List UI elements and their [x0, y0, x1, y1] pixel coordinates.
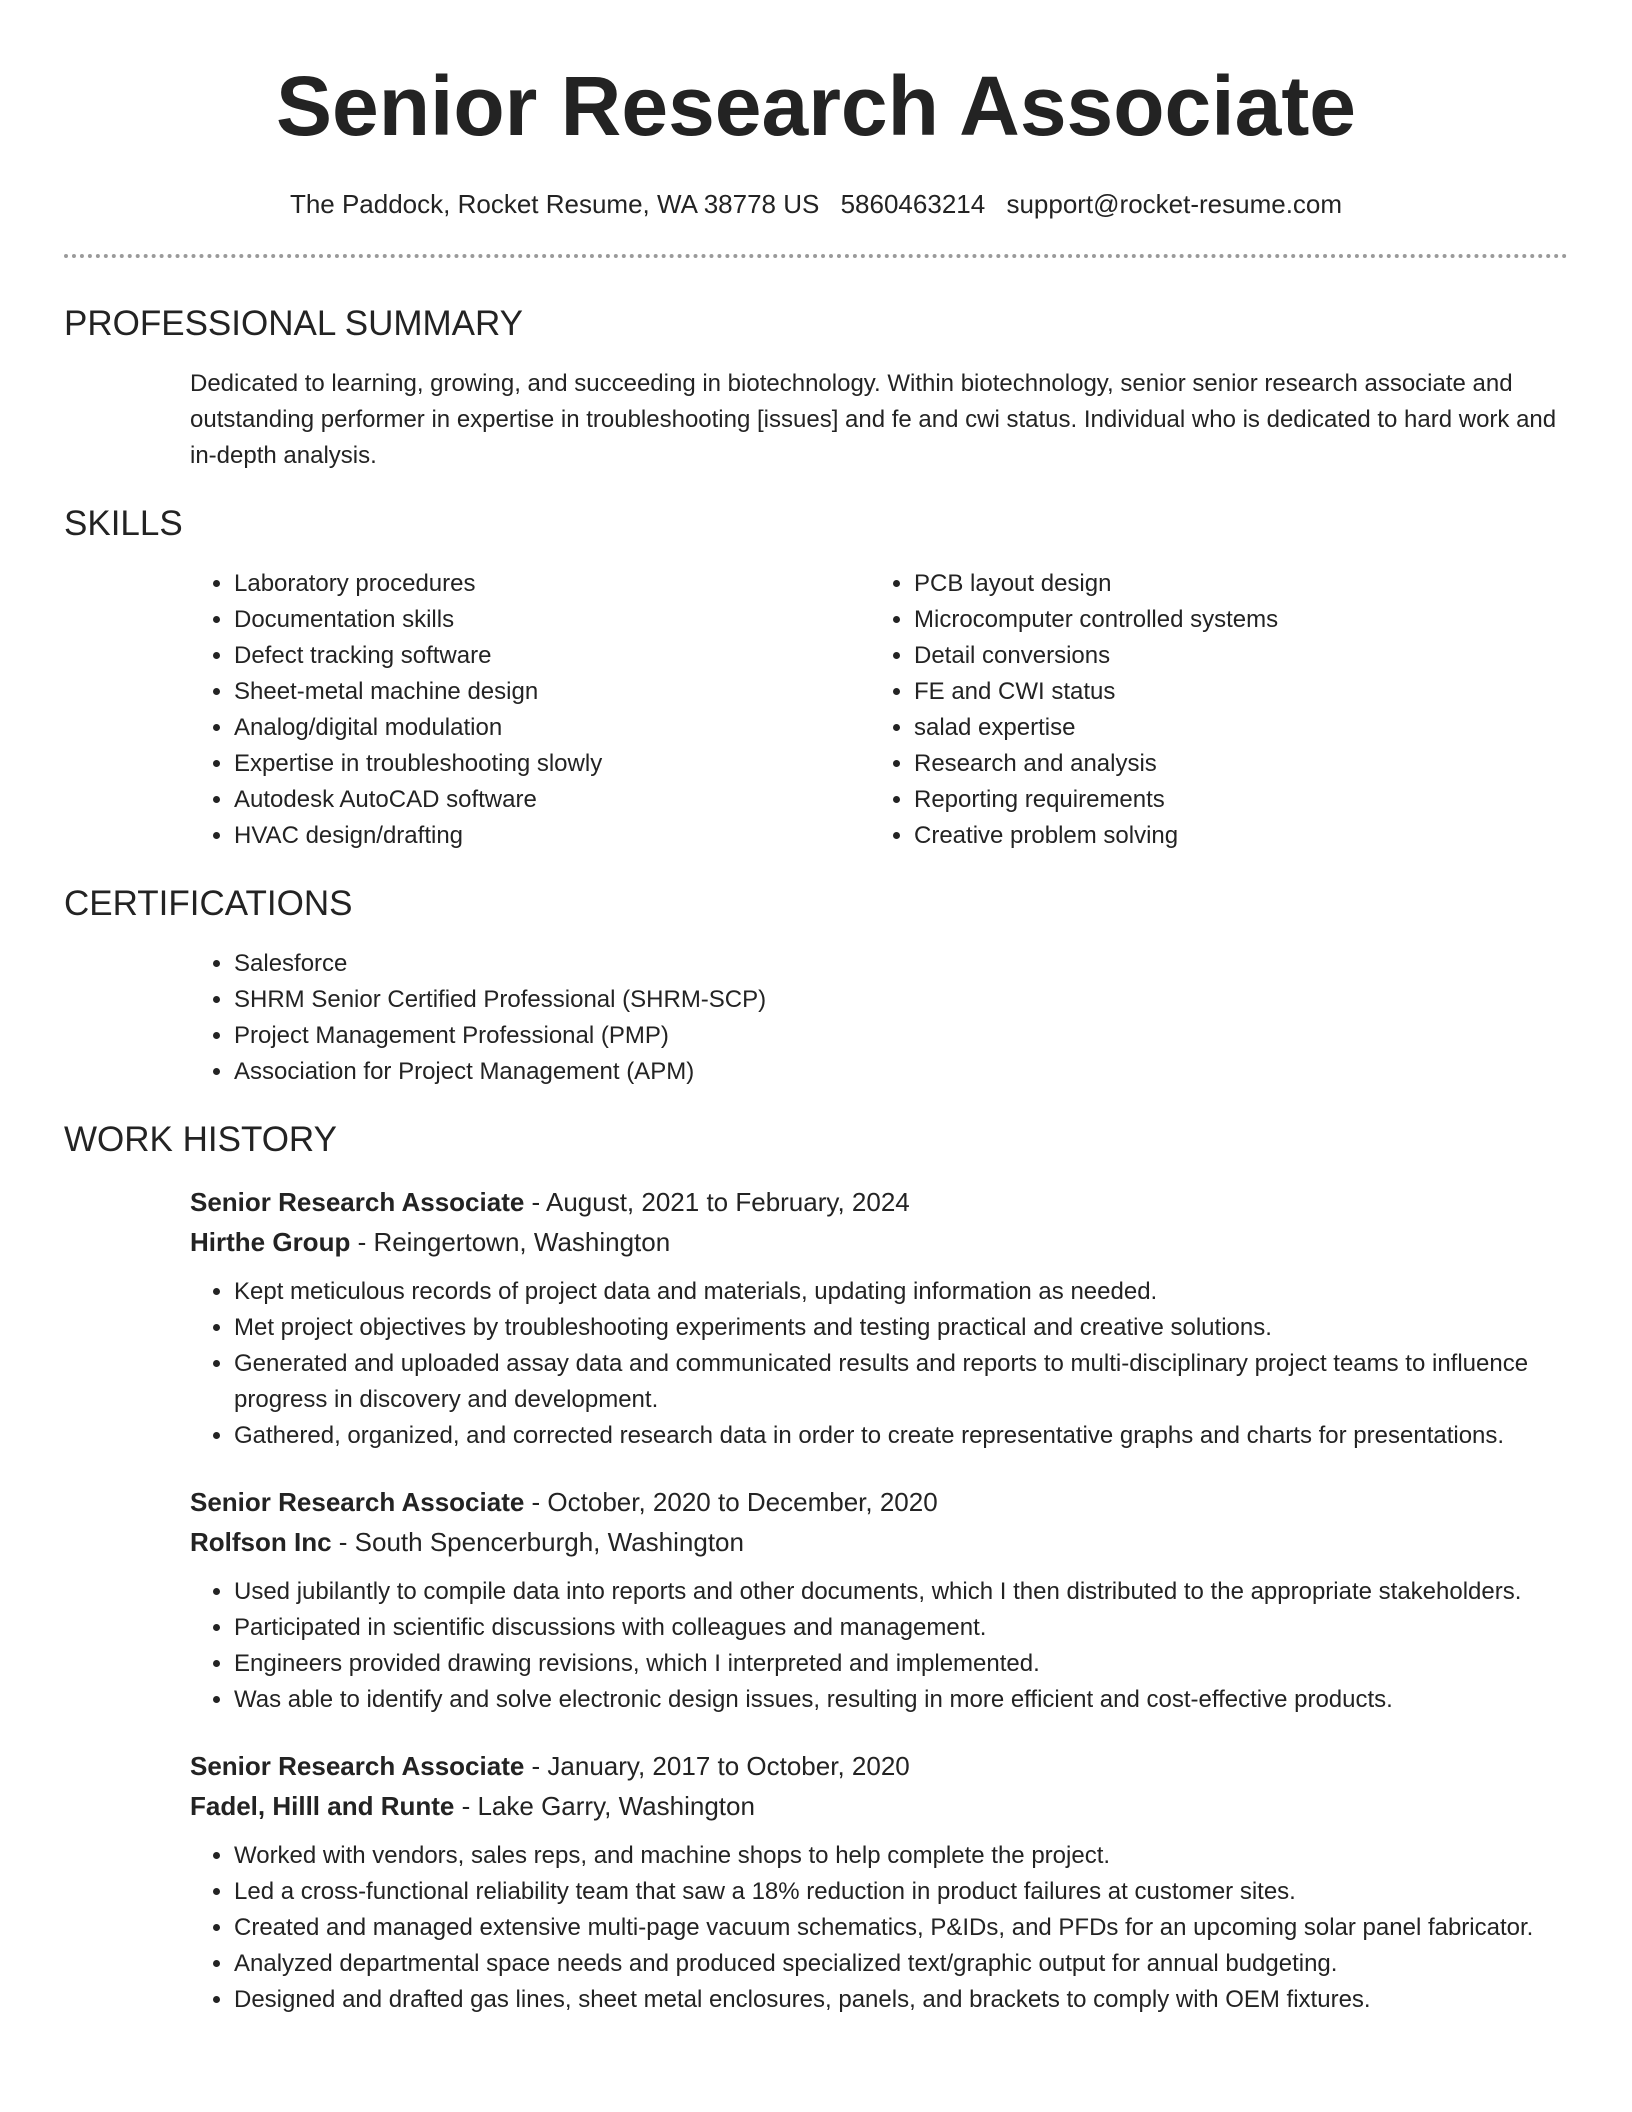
resume-header — [64, 0, 1568, 258]
job-bullets — [190, 1274, 1568, 1454]
job-bullet: • Gathered, organized, and corrected research data in order to create representative graphs and charts for presentations. — [234, 1418, 1568, 1454]
summary-body — [190, 366, 1568, 474]
job-bullet: • Used jubilantly to compile data into reports and other documents, which I then distributed to the appropriate stakeholders. — [234, 1574, 1568, 1610]
skills-section — [64, 504, 1568, 854]
job-dates: - January, 2017 to October, 2020 — [524, 1751, 910, 1781]
certifications-body — [190, 946, 1568, 1090]
job-location: - Reingertown, Washington — [350, 1227, 671, 1257]
skill-item: • salad expertise — [914, 710, 1550, 746]
job-role-line — [190, 1182, 1568, 1222]
skill-item: • FE and CWI status — [914, 674, 1550, 710]
job-bullet: • Led a cross-functional reliability team that saw a 18% reduction in product failures at customer sites. — [234, 1874, 1568, 1910]
skill-item: • Expertise in troubleshooting slowly — [234, 746, 870, 782]
skill-item: • Defect tracking software — [234, 638, 870, 674]
skill-item: • Documentation skills — [234, 602, 870, 638]
skill-item: • Laboratory procedures — [234, 566, 870, 602]
job-company-line — [190, 1222, 1568, 1262]
skill-item: • Sheet-metal machine design — [234, 674, 870, 710]
work-history-section — [64, 1120, 1568, 2018]
job-bullet: • Kept meticulous records of project data and materials, updating information as needed. — [234, 1274, 1568, 1310]
summary-section — [64, 304, 1568, 474]
job-company: Fadel, Hilll and Runte — [190, 1791, 455, 1821]
contact-phone: 5860463214 — [840, 189, 986, 219]
job-bullet: • Created and managed extensive multi-page vacuum schematics, P&IDs, and PFDs for an upcoming solar panel fabricator. — [234, 1910, 1568, 1946]
job-role: Senior Research Associate — [190, 1487, 525, 1517]
job-bullet: • Designed and drafted gas lines, sheet metal enclosures, panels, and brackets to comply with OEM fixtures. — [234, 1982, 1568, 2018]
job-bullet: • Engineers provided drawing revisions, which I interpreted and implemented. — [234, 1646, 1568, 1682]
job-bullet: • Worked with vendors, sales reps, and machine shops to help complete the project. — [234, 1838, 1568, 1874]
work-history-title: WORK HISTORY — [64, 1120, 337, 1159]
skills-list-right — [870, 566, 1550, 854]
certification-item: • Association for Project Management (APM) — [234, 1054, 1568, 1090]
job-role: Senior Research Associate — [190, 1187, 525, 1217]
skill-item: • PCB layout design — [914, 566, 1550, 602]
skill-item: • Analog/digital modulation — [234, 710, 870, 746]
job-company: Rolfson Inc — [190, 1527, 332, 1557]
skills-title: SKILLS — [64, 504, 183, 543]
certification-item: • SHRM Senior Certified Professional (SHRM-SCP) — [234, 982, 1568, 1018]
job-bullet: • Participated in scientific discussions with colleagues and management. — [234, 1610, 1568, 1646]
contact-address: The Paddock, Rocket Resume, WA 38778 US — [289, 189, 820, 219]
job-bullets — [190, 1574, 1568, 1718]
skills-list-left — [190, 566, 870, 854]
job-entry — [190, 1482, 1568, 1718]
job-dates: - October, 2020 to December, 2020 — [524, 1487, 938, 1517]
job-role-line — [190, 1482, 1568, 1522]
job-bullet: • Analyzed departmental space needs and produced specialized text/graphic output for annual budgeting. — [234, 1946, 1568, 1982]
job-company: Hirthe Group — [190, 1227, 351, 1257]
skill-item: • Research and analysis — [914, 746, 1550, 782]
skills-column-left — [190, 566, 870, 854]
job-bullet: • Met project objectives by troubleshooting experiments and testing practical and creative solutions. — [234, 1310, 1568, 1346]
certification-item: • Project Management Professional (PMP) — [234, 1018, 1568, 1054]
job-company-line — [190, 1522, 1568, 1562]
skill-item: • HVAC design/drafting — [234, 818, 870, 854]
summary-title: PROFESSIONAL SUMMARY — [64, 304, 523, 343]
certifications-title: CERTIFICATIONS — [64, 884, 353, 923]
skill-item: • Autodesk AutoCAD software — [234, 782, 870, 818]
certification-item: • Salesforce — [234, 946, 1568, 982]
skill-item: • Detail conversions — [914, 638, 1550, 674]
job-location: - Lake Garry, Washington — [454, 1791, 755, 1821]
summary-text: Dedicated to learning, growing, and succeeding in biotechnology. Within biotechnology, senior senior research associate and outstanding performer in expertise in troubleshooting [issues] and fe and cwi status. Individual who is dedicated to hard work and in-depth analysis. — [190, 370, 1557, 469]
job-bullet: • Was able to identify and solve electronic design issues, resulting in more efficient and cost-effective products. — [234, 1682, 1568, 1718]
contact-email: support@rocket-resume.com — [1006, 189, 1343, 219]
job-role: Senior Research Associate — [190, 1751, 525, 1781]
work-history-body — [190, 1182, 1568, 2018]
job-role-line — [190, 1746, 1568, 1786]
certifications-list — [190, 946, 1568, 1090]
skill-item: • Creative problem solving — [914, 818, 1550, 854]
job-location: - South Spencerburgh, Washington — [331, 1527, 744, 1557]
job-dates: - August, 2021 to February, 2024 — [524, 1187, 910, 1217]
certifications-section — [64, 884, 1568, 1090]
header-divider — [64, 254, 1568, 258]
job-entry — [190, 1182, 1568, 1454]
job-company-line — [190, 1786, 1568, 1826]
skill-item: • Reporting requirements — [914, 782, 1550, 818]
contact-line — [64, 188, 1568, 220]
job-entry — [190, 1746, 1568, 2018]
job-bullet: • Generated and uploaded assay data and communicated results and reports to multi-disciplinary project teams to influence progress in discovery and development. — [234, 1346, 1568, 1418]
skills-grid — [190, 566, 1568, 854]
job-bullets — [190, 1838, 1568, 2018]
resume-name: Senior Research Associate — [275, 59, 1357, 153]
skill-item: • Microcomputer controlled systems — [914, 602, 1550, 638]
skills-column-right — [870, 566, 1550, 854]
